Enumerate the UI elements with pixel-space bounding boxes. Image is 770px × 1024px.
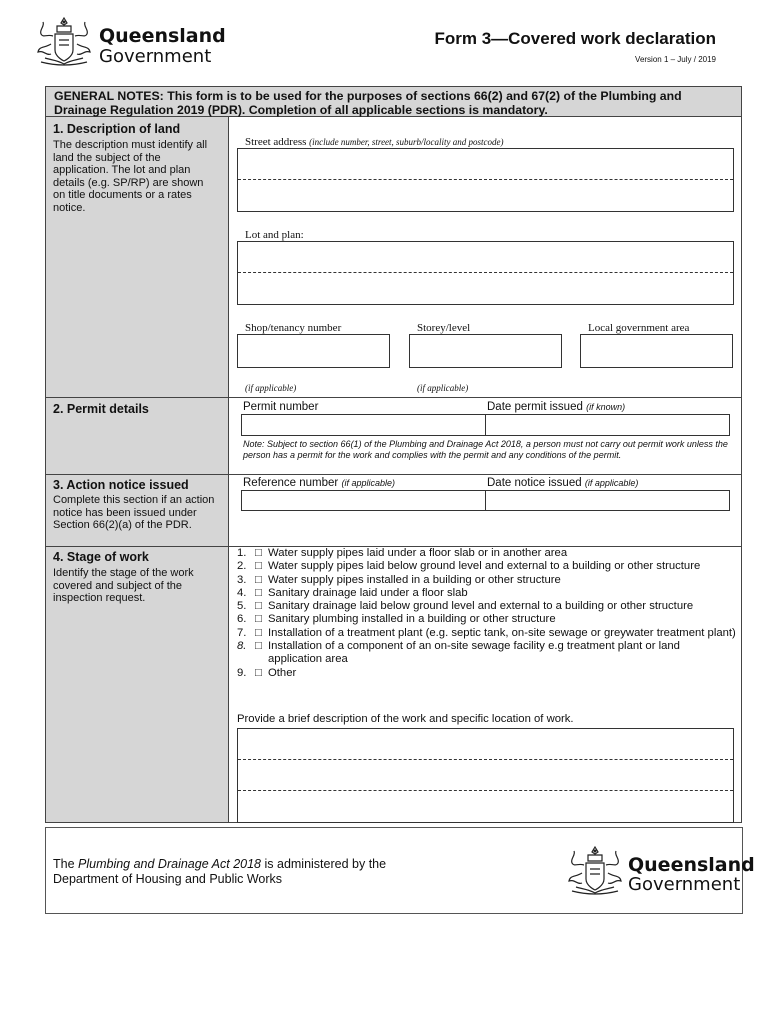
qld-coat-of-arms-icon [35, 14, 93, 68]
general-notes-text: GENERAL NOTES: This form is to be used for the purposes of sections 66(2) and 67(2) of the Plumbing and Drainage Regulation 2019 (PDR). Completion of all applicable sections is mandatory. [54, 89, 682, 117]
logo-government-text: Government [99, 46, 212, 67]
section1-title: 1. Description of land [53, 122, 181, 136]
date-notice-label: Date notice issued (if applicable) [487, 477, 639, 489]
street-address-divider [238, 179, 733, 180]
section4-title: 4. Stage of work [53, 550, 149, 564]
left-label-column [46, 117, 229, 822]
brief-description-label: Provide a brief description of the work and specific location of work. [237, 713, 574, 725]
section2-title: 2. Permit details [53, 402, 149, 416]
footer-logo-government-text: Government [628, 874, 741, 895]
stage-item-4[interactable]: 4. □ Sanitary drainage laid under a floor slab [237, 586, 468, 599]
checkbox[interactable]: □ [255, 640, 262, 653]
qld-coat-of-arms-icon [566, 843, 624, 897]
stage-item-6[interactable]: 6. □ Sanitary plumbing installed in a building or other structure [237, 613, 556, 626]
stage-item-5[interactable]: 5. □ Sanitary drainage laid below ground level and external to a building or other structure [237, 600, 694, 613]
lot-plan-label: Lot and plan: [245, 229, 304, 241]
checkbox[interactable]: □ [255, 600, 262, 613]
checkbox[interactable]: □ [255, 626, 262, 639]
date-permit-field[interactable] [485, 414, 730, 436]
section-divider [46, 397, 741, 398]
street-address-hint: (include number, street, suburb/locality and postcode) [309, 137, 504, 147]
section-divider [46, 474, 741, 475]
shop-tenancy-field[interactable] [237, 334, 390, 368]
date-notice-field[interactable] [485, 490, 730, 511]
section1-desc: The description must identify all land the subject of the application. The lot and plan details (e.g. SP/RP) are shown on title documents or a rates notice. [53, 139, 208, 214]
stage-item-1[interactable]: 1. □ Water supply pipes laid under a floor slab or in another area [237, 547, 568, 559]
stage-item-7[interactable]: 7. □ Installation of a treatment plant (e.g. septic tank, on-site sewage or greywater treatment plant) [237, 626, 736, 639]
logo-queensland-text: Queensland [99, 25, 226, 47]
shop-if-applicable: (if applicable) [245, 383, 297, 393]
street-address-field[interactable] [237, 148, 734, 212]
permit-note: Note: Subject to section 66(1) of the Plumbing and Drainage Act 2018, a person must not carry out permit work unless the person has a permit for the work and complies with the permit and any conditions of the permit. [243, 439, 728, 460]
footer-text: The Plumbing and Drainage Act 2018 is administered by the Department of Housing and Public Works [53, 857, 387, 886]
stage-of-work-list [237, 547, 737, 680]
permit-number-field[interactable] [241, 414, 486, 436]
checkbox[interactable]: □ [255, 613, 262, 626]
storey-level-field[interactable] [409, 334, 562, 368]
date-permit-hint: (if known) [586, 402, 626, 412]
brief-description-divider-1 [238, 759, 733, 760]
checkbox[interactable]: □ [255, 547, 262, 559]
shop-tenancy-label: Shop/tenancy number [245, 322, 342, 334]
lga-field[interactable] [580, 334, 733, 368]
reference-number-label: Reference number (if applicable) [243, 477, 395, 489]
brief-description-divider-2 [238, 790, 733, 791]
section3-desc: Complete this section if an action notice has been issued under Section 66(2)(a) of the PDR. [53, 494, 215, 532]
lga-label: Local government area [588, 322, 690, 334]
reference-number-field[interactable] [241, 490, 486, 511]
footer-logo-queensland-text: Queensland [628, 854, 755, 876]
lot-plan-divider [238, 272, 733, 273]
permit-number-label: Permit number [243, 401, 319, 413]
stage-item-8[interactable]: 8. □ Installation of a component of an on-site sewage facility e.g treatment plant or land application area [237, 640, 680, 666]
stage-item-3[interactable]: 3. □ Water supply pipes installed in a building or other structure [237, 573, 561, 586]
reference-number-hint: (if applicable) [341, 478, 395, 488]
storey-level-label: Storey/level [417, 322, 471, 334]
footer-department: Department of Housing and Public Works [53, 872, 283, 886]
street-address-label: Street address (include number, street, suburb/locality and postcode) [245, 136, 504, 148]
act-name: Plumbing and Drainage Act 2018 [78, 857, 262, 871]
form-title: Form 3—Covered work declaration [434, 29, 716, 48]
date-notice-hint: (if applicable) [584, 478, 639, 488]
checkbox[interactable]: □ [255, 586, 262, 599]
checkbox[interactable]: □ [255, 560, 262, 573]
date-permit-label: Date permit issued (if known) [487, 401, 626, 413]
stage-item-9[interactable]: 9. □ Other [237, 666, 297, 679]
stage-item-2[interactable]: 2. □ Water supply pipes laid below ground level and external to a building or other structure [237, 560, 701, 573]
checkbox[interactable]: □ [255, 573, 262, 586]
storey-if-applicable: (if applicable) [417, 383, 469, 393]
checkbox[interactable]: □ [255, 666, 262, 679]
section3-title: 3. Action notice issued [53, 478, 189, 492]
lot-plan-field[interactable] [237, 241, 734, 305]
section4-desc: Identify the stage of the work covered and subject of the inspection request. [53, 567, 194, 605]
brief-description-field[interactable] [237, 728, 734, 823]
general-notes [46, 87, 741, 117]
form-version: Version 1 – July / 2019 [635, 55, 716, 64]
